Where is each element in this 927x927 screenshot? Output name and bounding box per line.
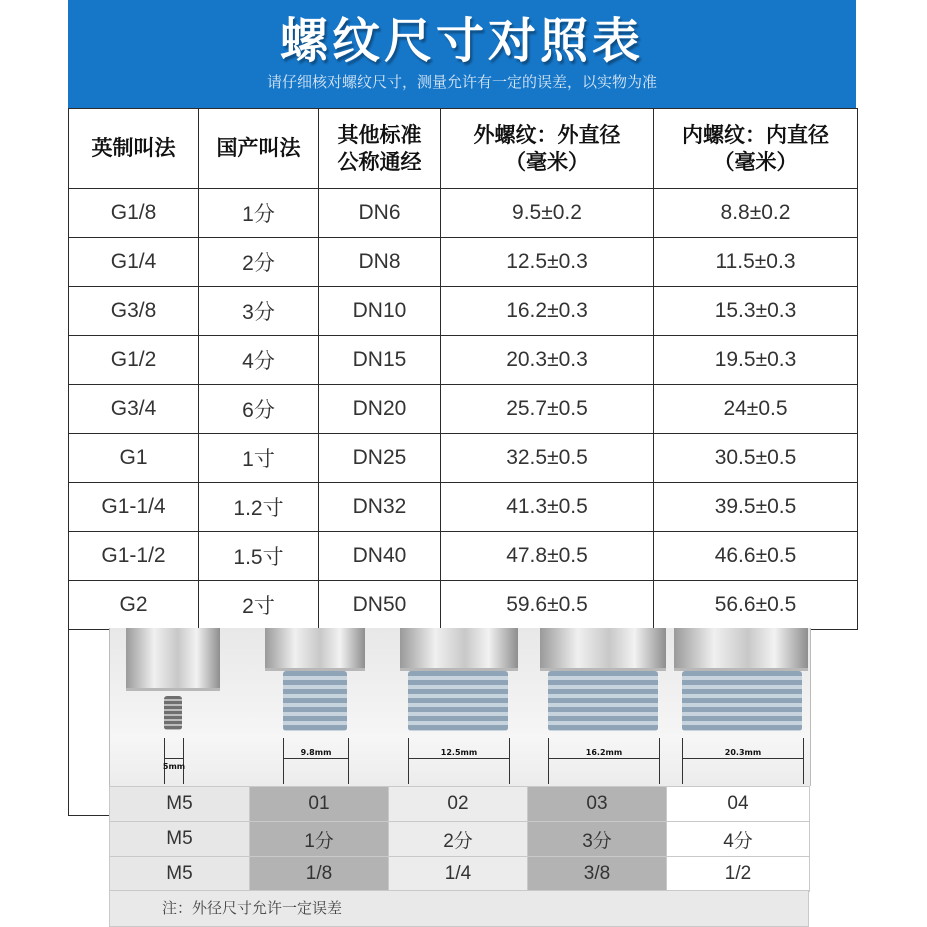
cell: DN15	[319, 336, 441, 385]
cell: DN20	[319, 385, 441, 434]
table-row	[69, 189, 858, 238]
cell: 4分	[667, 822, 810, 857]
model-code-table	[109, 786, 810, 892]
cell: G1	[69, 434, 199, 483]
cell: G1-1/4	[69, 483, 199, 532]
cell: 16.2±0.3	[441, 287, 654, 336]
thread-size-table	[68, 108, 858, 630]
cell: G1-1/2	[69, 532, 199, 581]
table-row	[69, 336, 858, 385]
cell: 47.8±0.5	[441, 532, 654, 581]
cell: 02	[389, 787, 528, 822]
cell: 1分	[199, 189, 319, 238]
cell: 11.5±0.3	[654, 238, 858, 287]
table-row	[69, 238, 858, 287]
page-title: 螺纹尺寸对照表	[279, 13, 644, 69]
cell: 03	[528, 787, 667, 822]
cell: 30.5±0.5	[654, 434, 858, 483]
footnote: 注：外径尺寸允许一定误差	[109, 890, 809, 927]
cell: 12.5±0.3	[441, 238, 654, 287]
cell: 46.6±0.5	[654, 532, 858, 581]
cell: G3/8	[69, 287, 199, 336]
table-row	[69, 287, 858, 336]
cell: 1/4	[389, 857, 528, 892]
cell: M5	[110, 822, 250, 857]
header-banner	[68, 0, 856, 108]
col-header-outer-diameter: 外螺纹：外直径 （毫米）	[441, 109, 654, 189]
cell: 01	[250, 787, 389, 822]
table-row	[69, 434, 858, 483]
cell: DN6	[319, 189, 441, 238]
cell: 25.7±0.5	[441, 385, 654, 434]
cell: 04	[667, 787, 810, 822]
cell: 2分	[199, 238, 319, 287]
cell: G1/2	[69, 336, 199, 385]
cell: 4分	[199, 336, 319, 385]
table-row	[69, 581, 858, 630]
cell: 9.5±0.2	[441, 189, 654, 238]
table-row	[69, 385, 858, 434]
cell: M5	[110, 857, 250, 892]
frame-line-bottom	[68, 815, 109, 816]
cell: DN8	[319, 238, 441, 287]
cell: 39.5±0.5	[654, 483, 858, 532]
cell: 1.5寸	[199, 532, 319, 581]
cell: G3/4	[69, 385, 199, 434]
col-header-nominal: 其他标准 公称通经	[319, 109, 441, 189]
table-row	[110, 857, 810, 892]
cell: 6分	[199, 385, 319, 434]
table-row	[110, 787, 810, 822]
cell: DN32	[319, 483, 441, 532]
dimension-label: 9.8mm	[300, 748, 332, 757]
cell: 20.3±0.3	[441, 336, 654, 385]
cell: 1寸	[199, 434, 319, 483]
cell: 41.3±0.5	[441, 483, 654, 532]
cell: M5	[110, 787, 250, 822]
cell: 3分	[528, 822, 667, 857]
col-header-inner-diameter: 内螺纹：内直径 （毫米）	[654, 109, 858, 189]
cell: DN10	[319, 287, 441, 336]
cell: 59.6±0.5	[441, 581, 654, 630]
fittings-photo	[109, 628, 811, 786]
cell: G1/4	[69, 238, 199, 287]
cell: 1.2寸	[199, 483, 319, 532]
table-header-row	[69, 109, 858, 189]
cell: 3分	[199, 287, 319, 336]
dimension-label: 5mm	[162, 762, 186, 771]
table-row	[69, 483, 858, 532]
cell: DN25	[319, 434, 441, 483]
cell: G2	[69, 581, 199, 630]
cell: 32.5±0.5	[441, 434, 654, 483]
cell: 19.5±0.3	[654, 336, 858, 385]
cell: 1分	[250, 822, 389, 857]
page-subtitle: 请仔细核对螺纹尺寸，测量允许有一定的误差，以实物为准	[266, 73, 657, 91]
cell: DN50	[319, 581, 441, 630]
dimension-label: 16.2mm	[585, 748, 623, 757]
cell: 56.6±0.5	[654, 581, 858, 630]
dimension-label: 12.5mm	[440, 748, 478, 757]
cell: 2分	[389, 822, 528, 857]
dimension-label: 20.3mm	[724, 748, 762, 757]
frame-line-left	[68, 628, 69, 816]
col-header-domestic: 国产叫法	[199, 109, 319, 189]
cell: G1/8	[69, 189, 199, 238]
table-row	[69, 532, 858, 581]
cell: 1/2	[667, 857, 810, 892]
cell: 2寸	[199, 581, 319, 630]
cell: 1/8	[250, 857, 389, 892]
cell: 8.8±0.2	[654, 189, 858, 238]
cell: 3/8	[528, 857, 667, 892]
cell: 15.3±0.3	[654, 287, 858, 336]
table-row	[110, 822, 810, 857]
cell: DN40	[319, 532, 441, 581]
col-header-imperial: 英制叫法	[69, 109, 199, 189]
cell: 24±0.5	[654, 385, 858, 434]
